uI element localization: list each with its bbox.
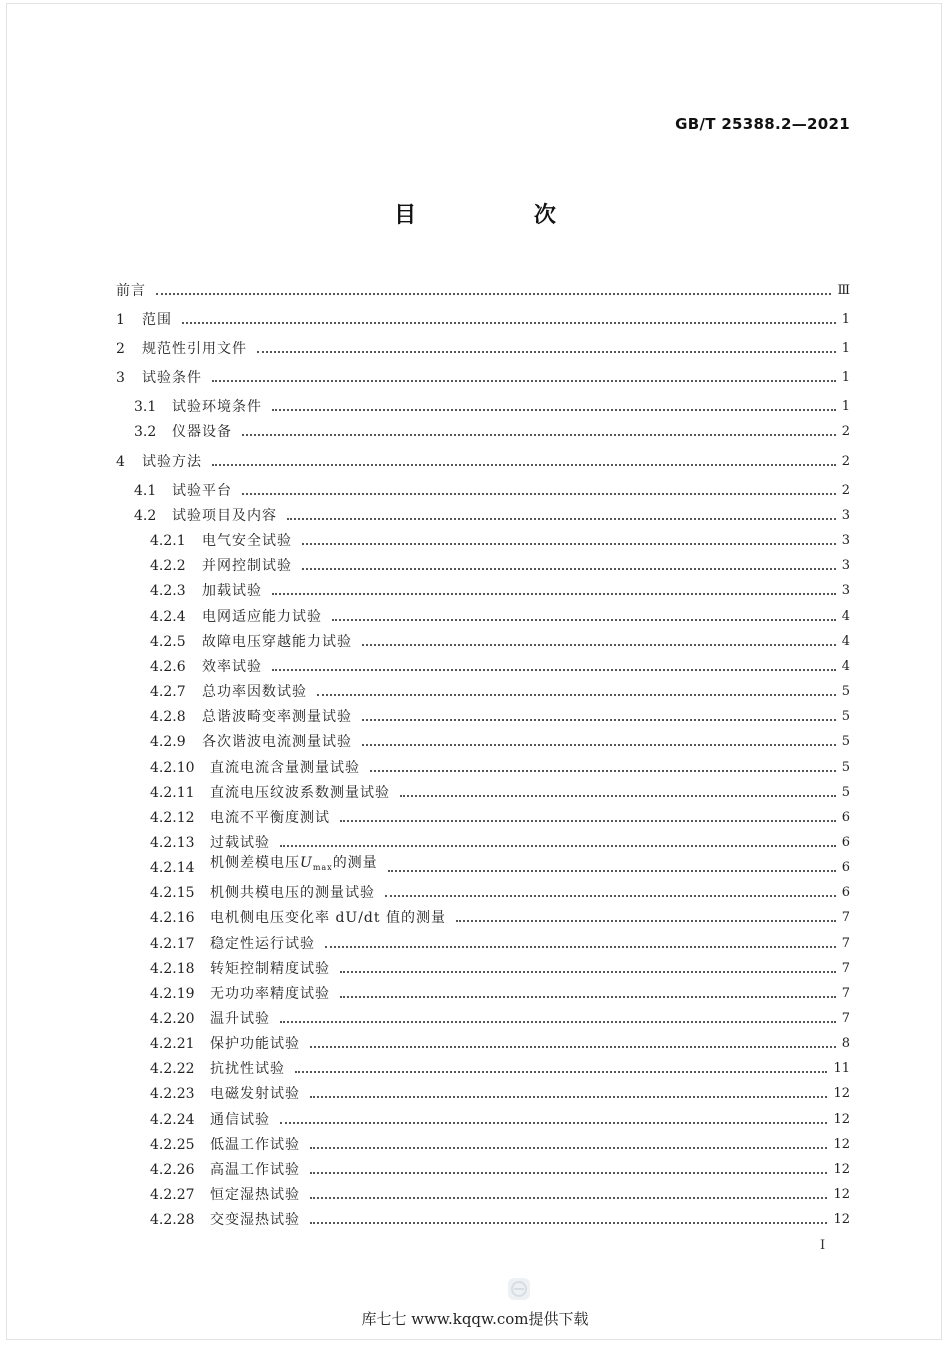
toc-entry-number: 4.2.11 xyxy=(150,785,195,801)
toc-entry-number: 4.1 xyxy=(134,483,157,499)
toc-entry-page: 6 xyxy=(841,860,850,875)
leader-dots xyxy=(362,744,836,746)
leader-dots xyxy=(182,322,836,324)
toc-entry-number: 4.2.12 xyxy=(150,810,195,826)
toc-entry-number: 3 xyxy=(116,370,125,386)
leader-dots xyxy=(212,380,836,382)
toc-entry-4-2-28[interactable] xyxy=(150,1211,850,1229)
toc-entry-page: 7 xyxy=(841,961,850,976)
toc-entry-page: 5 xyxy=(841,709,850,724)
toc-entry-4-2[interactable] xyxy=(134,507,850,525)
watermark-logo-icon xyxy=(508,1278,530,1300)
leader-dots xyxy=(340,971,836,973)
toc-entry-page: 4 xyxy=(841,609,850,624)
toc-entry-label: 电流不平衡度测试 xyxy=(210,810,330,826)
leader-dots xyxy=(212,464,836,466)
toc-entry-page: 4 xyxy=(841,634,850,649)
toc-entry-4-2-8[interactable] xyxy=(150,708,850,726)
leader-dots xyxy=(385,895,836,897)
toc-entry-number: 4.2.13 xyxy=(150,835,195,851)
toc-entry-4[interactable] xyxy=(116,453,850,471)
toc-entry-number: 4.2.20 xyxy=(150,1011,195,1027)
toc-entry-page: 5 xyxy=(841,785,850,800)
leader-dots xyxy=(272,669,836,671)
toc-entry-page: 11 xyxy=(833,1061,850,1076)
toc-entry-label: 直流电流含量测量试验 xyxy=(210,760,360,776)
leader-dots xyxy=(456,920,836,922)
leader-dots xyxy=(400,795,836,797)
toc-entry-4-2-17[interactable] xyxy=(150,935,850,953)
toc-entry-4-2-11[interactable] xyxy=(150,784,850,802)
toc-entry-page: 12 xyxy=(833,1187,850,1202)
toc-entry-3-2[interactable] xyxy=(134,423,850,441)
leader-dots xyxy=(287,518,836,520)
toc-entry-4-2-21[interactable] xyxy=(150,1035,850,1053)
toc-entry-2[interactable] xyxy=(116,340,850,358)
toc-entry-page: 2 xyxy=(841,483,850,498)
toc-entry-label: 总功率因数试验 xyxy=(202,684,307,700)
toc-entry-4-2-3[interactable] xyxy=(150,582,850,600)
toc-entry-page: 12 xyxy=(833,1137,850,1152)
toc-entry-number: 4.2.21 xyxy=(150,1036,195,1052)
toc-entry-4-2-2[interactable] xyxy=(150,557,850,575)
toc-entry-number: 4.2 xyxy=(134,508,157,524)
leader-dots xyxy=(370,770,836,772)
toc-entry-label: 电机侧电压变化率 dU/dt 值的测量 xyxy=(210,910,446,926)
toc-entry-number: 4.2.3 xyxy=(150,583,186,599)
toc-entry-label: 电磁发射试验 xyxy=(210,1086,300,1102)
toc-entry-3[interactable] xyxy=(116,369,850,387)
toc-entry-page: 6 xyxy=(841,885,850,900)
toc-entry-number: 4.2.19 xyxy=(150,986,195,1002)
toc-entry-1[interactable] xyxy=(116,311,850,329)
toc-entry-number: 4.2.15 xyxy=(150,885,195,901)
leader-dots xyxy=(295,1071,827,1073)
toc-entry-page: 12 xyxy=(833,1162,850,1177)
label-prefix: 机侧差模电压 xyxy=(210,855,300,871)
toc-entry-4-2-26[interactable] xyxy=(150,1161,850,1179)
leader-dots xyxy=(310,1147,827,1149)
toc-entry-4-2-9[interactable] xyxy=(150,733,850,751)
leader-dots xyxy=(340,996,836,998)
toc-entry-4-2-20[interactable] xyxy=(150,1010,850,1028)
leader-dots xyxy=(332,619,836,621)
toc-entry-number: 3.1 xyxy=(134,399,157,415)
toc-entry-4-2-25[interactable] xyxy=(150,1136,850,1154)
toc-entry-page: 1 xyxy=(841,399,850,414)
toc-entry-label: 规范性引用文件 xyxy=(142,341,247,357)
toc-entry-number: 4.2.10 xyxy=(150,760,195,776)
toc-entry-4-2-24[interactable] xyxy=(150,1111,850,1129)
toc-entry-number: 4.2.23 xyxy=(150,1086,195,1102)
toc-entry-page: Ⅲ xyxy=(837,283,850,298)
toc-entry-page: 7 xyxy=(841,986,850,1001)
toc-entry-label: 试验平台 xyxy=(172,483,232,499)
toc-title: 目 次 xyxy=(394,203,611,228)
toc-entry-number: 4.2.24 xyxy=(150,1112,195,1128)
leader-dots xyxy=(272,409,836,411)
leader-dots xyxy=(362,644,836,646)
toc-entry-page: 12 xyxy=(833,1112,850,1127)
toc-entry-label: 试验方法 xyxy=(142,454,202,470)
toc-entry-4-2-12[interactable] xyxy=(150,809,850,827)
toc-entry-label: 效率试验 xyxy=(202,659,262,675)
toc-entry-4-2-5[interactable] xyxy=(150,633,850,651)
toc-entry-page: 7 xyxy=(841,936,850,951)
toc-entry-label: 高温工作试验 xyxy=(210,1162,300,1178)
toc-entry-4-2-13[interactable] xyxy=(150,834,850,852)
toc-entry-label: 直流电压纹波系数测量试验 xyxy=(210,785,390,801)
toc-entry-label: 交变湿热试验 xyxy=(210,1212,300,1228)
toc-entry-4-2-27[interactable] xyxy=(150,1186,850,1204)
toc-entry-4-2-16[interactable] xyxy=(150,909,850,927)
leader-dots xyxy=(242,493,836,495)
toc-entry-number: 2 xyxy=(116,341,125,357)
toc-entry-4-2-7[interactable] xyxy=(150,683,850,701)
toc-entry-label: 范围 xyxy=(142,312,172,328)
toc-entry-page: 7 xyxy=(841,910,850,925)
toc-entry-label: 温升试验 xyxy=(210,1011,270,1027)
toc-entry-number: 4.2.4 xyxy=(150,609,186,625)
toc-entry-4-2-1[interactable] xyxy=(150,532,850,550)
toc-entry-page: 6 xyxy=(841,835,850,850)
toc-entry-number: 4.2.18 xyxy=(150,961,195,977)
toc-entry-page: 7 xyxy=(841,1011,850,1026)
toc-entry-page: 2 xyxy=(841,454,850,469)
toc-entry-page: 6 xyxy=(841,810,850,825)
toc-entry-label: 仪器设备 xyxy=(172,424,232,440)
toc-entry-label: 过载试验 xyxy=(210,835,270,851)
toc-entry-page: 5 xyxy=(841,734,850,749)
label-suffix: 的测量 xyxy=(332,855,378,871)
toc-entry-page: 3 xyxy=(841,583,850,598)
leader-dots xyxy=(280,845,836,847)
page-number: I xyxy=(820,1238,826,1253)
toc-entry-label: 前言 xyxy=(116,283,146,299)
toc-entry-page: 3 xyxy=(841,533,850,548)
toc-entry-number: 4.2.2 xyxy=(150,558,186,574)
toc-entry-number: 4.2.7 xyxy=(150,684,186,700)
toc-entry-label: 各次谐波电流测量试验 xyxy=(202,734,352,750)
leader-dots xyxy=(310,1096,827,1098)
toc-entry-label: 通信试验 xyxy=(210,1112,270,1128)
toc-entry-label: 机侧共模电压的测量试验 xyxy=(210,885,375,901)
toc-entry-number: 4.2.9 xyxy=(150,734,186,750)
leader-dots xyxy=(280,1122,827,1124)
toc-entry-number: 4 xyxy=(116,454,125,470)
toc-entry-3-1[interactable] xyxy=(134,398,850,416)
leader-dots xyxy=(325,946,836,948)
toc-entry-number: 4.2.16 xyxy=(150,910,195,926)
toc-entry-4-2-14[interactable] xyxy=(150,855,850,877)
toc-entry-number: 4.2.22 xyxy=(150,1061,195,1077)
leader-dots xyxy=(272,593,836,595)
toc-entry-number: 4.2.26 xyxy=(150,1162,195,1178)
toc-entry-4-2-22[interactable] xyxy=(150,1060,850,1078)
toc-entry-number: 4.2.6 xyxy=(150,659,186,675)
toc-entry-number: 1 xyxy=(116,312,125,328)
toc-entry-label: 电网适应能力试验 xyxy=(202,609,322,625)
toc-entry-number: 4.2.28 xyxy=(150,1212,195,1228)
toc-entry-4-2-19[interactable] xyxy=(150,985,850,1003)
toc-entry-page: 3 xyxy=(841,558,850,573)
toc-entry-number: 4.2.27 xyxy=(150,1187,195,1203)
toc-entry-number: 4.2.14 xyxy=(150,860,195,876)
toc-entry-page: 12 xyxy=(833,1212,850,1227)
toc-entry-page: 5 xyxy=(841,684,850,699)
voltage-subscript: max xyxy=(312,863,333,872)
leader-dots xyxy=(317,694,836,696)
toc-entry-number: 4.2.5 xyxy=(150,634,186,650)
leader-dots xyxy=(362,719,836,721)
toc-entry-page: 12 xyxy=(833,1086,850,1101)
toc-entry-page: 4 xyxy=(841,659,850,674)
toc-entry-label: 加载试验 xyxy=(202,583,262,599)
toc-entry-page: 1 xyxy=(841,370,850,385)
leader-dots xyxy=(388,870,836,872)
leader-dots xyxy=(242,434,836,436)
toc-entry-label: 故障电压穿越能力试验 xyxy=(202,634,352,650)
toc-entry-page: 8 xyxy=(841,1036,850,1051)
leader-dots xyxy=(340,820,836,822)
toc-entry-label xyxy=(210,854,378,877)
toc-entry-number: 4.2.1 xyxy=(150,533,186,549)
toc-entry-label: 无功功率精度试验 xyxy=(210,986,330,1002)
toc-entry-page: 3 xyxy=(841,508,850,523)
toc-entry-label: 电气安全试验 xyxy=(202,533,292,549)
leader-dots xyxy=(302,543,836,545)
toc-entry-4-1[interactable] xyxy=(134,482,850,500)
leader-dots xyxy=(257,351,836,353)
toc-entry-label: 转矩控制精度试验 xyxy=(210,961,330,977)
toc-entry-label: 试验环境条件 xyxy=(172,399,262,415)
toc-entry-4-2-10[interactable] xyxy=(150,759,850,777)
toc-entry-4-2-15[interactable] xyxy=(150,884,850,902)
toc-entry-page: 1 xyxy=(841,312,850,327)
leader-dots xyxy=(310,1222,827,1224)
toc-entry-label: 试验条件 xyxy=(142,370,202,386)
leader-dots xyxy=(280,1021,836,1023)
toc-entry-4-2-23[interactable] xyxy=(150,1085,850,1103)
toc-entry-label: 试验项目及内容 xyxy=(172,508,277,524)
toc-entry-page: 2 xyxy=(841,424,850,439)
toc-entry-label: 低温工作试验 xyxy=(210,1137,300,1153)
download-source-note: 库七七 www.kqqw.com提供下载 xyxy=(361,1310,589,1328)
toc-entry-page: 5 xyxy=(841,760,850,775)
toc-entry-label: 恒定湿热试验 xyxy=(210,1187,300,1203)
leader-dots xyxy=(310,1172,827,1174)
toc-entry-label: 并网控制试验 xyxy=(202,558,292,574)
toc-entry-page: 1 xyxy=(841,341,850,356)
toc-entry-preface[interactable] xyxy=(116,282,850,300)
standard-code: GB/T 25388.2—2021 xyxy=(675,115,850,133)
leader-dots xyxy=(310,1197,827,1199)
toc-entry-label: 保护功能试验 xyxy=(210,1036,300,1052)
leader-dots xyxy=(156,293,831,295)
toc-entry-4-2-18[interactable] xyxy=(150,960,850,978)
toc-entry-4-2-4[interactable] xyxy=(150,608,850,626)
leader-dots xyxy=(310,1046,836,1048)
leader-dots xyxy=(302,568,836,570)
toc-entry-label: 稳定性运行试验 xyxy=(210,936,315,952)
toc-entry-label: 抗扰性试验 xyxy=(210,1061,285,1077)
toc-entry-label: 总谐波畸变率测量试验 xyxy=(202,709,352,725)
toc-entry-4-2-6[interactable] xyxy=(150,658,850,676)
voltage-symbol: U xyxy=(300,855,313,871)
toc-entry-number: 3.2 xyxy=(134,424,157,440)
toc-entry-number: 4.2.25 xyxy=(150,1137,195,1153)
toc-entry-number: 4.2.17 xyxy=(150,936,195,952)
toc-entry-number: 4.2.8 xyxy=(150,709,186,725)
